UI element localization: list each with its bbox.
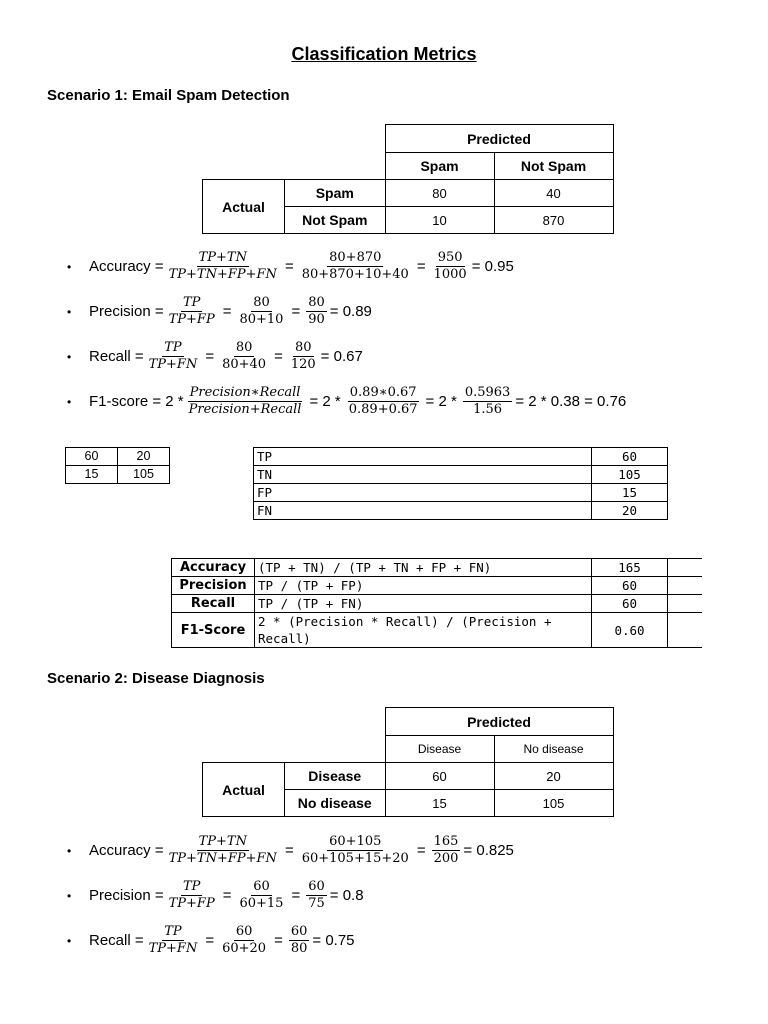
fraction-denominator: 1000 [433, 267, 467, 282]
fraction-numerator: TP+TN [198, 834, 247, 849]
fraction-numerator: 0.89∗0.67 [349, 385, 417, 400]
col-header-spam: Spam [385, 153, 494, 180]
fraction-numerator: 165 [433, 834, 459, 849]
fraction-denominator: TP+TN+FP+FN [168, 267, 277, 282]
empty-cell [668, 577, 703, 595]
table-row [172, 559, 703, 577]
metric-formula: 2 * (Precision * Recall) / (Precision + Recall) [255, 613, 592, 648]
table-row [254, 448, 668, 466]
formula-result: = 0.825 [463, 842, 514, 859]
count-value: 15 [592, 484, 668, 502]
fraction-denominator: Precision+Recall [188, 402, 302, 417]
cell-r1c1: 80 [385, 180, 494, 207]
col-header-no-disease: No disease [494, 736, 613, 763]
fraction-numerator: 80+870 [329, 250, 382, 265]
fraction-denominator: 60+20 [222, 941, 267, 956]
fraction-numerator: 60 [235, 924, 253, 939]
formula-result: = 0.89 [329, 303, 372, 320]
cell-r2c1: 10 [385, 207, 494, 234]
equals-sign: = [274, 932, 283, 949]
counts-table [253, 447, 668, 520]
empty-cell [668, 559, 703, 577]
grid-cell: 105 [118, 466, 170, 484]
count-value: 20 [592, 502, 668, 520]
scenario2-confusion-matrix [202, 707, 614, 817]
formula-label: Precision = [89, 303, 164, 320]
fraction-denominator: 60+105+15+20 [301, 851, 409, 866]
table-row [172, 595, 703, 613]
fraction-numerator: TP+TN [198, 250, 247, 265]
table-row [254, 466, 668, 484]
bullet: • [67, 304, 72, 319]
fraction-denominator: TP+FN [148, 357, 198, 372]
count-label: TN [254, 466, 592, 484]
grid-cell: 20 [118, 448, 170, 466]
fraction-numerator: 60+105 [329, 834, 382, 849]
fraction-numerator: 80 [308, 295, 325, 310]
equals-sign: = [416, 258, 426, 275]
col-header-disease: Disease [385, 736, 494, 763]
table-row [172, 577, 703, 595]
formula-result: = 2 * 0.38 = 0.76 [515, 393, 627, 410]
actual-header: Actual [203, 180, 285, 234]
bullet: • [67, 933, 72, 948]
equals-sign: = [205, 348, 215, 365]
metric-value: 60 [592, 577, 668, 595]
row-header-spam: Spam [285, 180, 386, 207]
small-values-grid [65, 447, 170, 484]
fraction-numerator: 80 [235, 340, 253, 355]
scenario1-heading: Scenario 1: Email Spam Detection [47, 87, 290, 104]
metric-label: Accuracy [172, 559, 255, 577]
fraction-numerator: 0.5963 [464, 385, 511, 400]
s1-f1-formula [67, 385, 626, 418]
fraction-numerator: 60 [253, 879, 270, 894]
metric-label: F1-Score [172, 613, 255, 648]
fraction-numerator: Precision∗Recall [189, 385, 301, 400]
formula-result: = 0.95 [471, 258, 514, 275]
row-header-disease: Disease [285, 763, 386, 790]
metric-formula: TP / (TP + FN) [255, 595, 592, 613]
s1-accuracy-formula [67, 250, 514, 283]
count-value: 60 [592, 448, 668, 466]
metric-formula: TP / (TP + FP) [255, 577, 592, 595]
bullet: • [67, 349, 72, 364]
fraction-denominator: 75 [308, 896, 325, 911]
col-header-not-spam: Not Spam [494, 153, 613, 180]
fraction-numerator: TP [182, 879, 201, 894]
cell-r1c2: 20 [494, 763, 613, 790]
equals-sign: = [416, 842, 426, 859]
fraction-denominator: 200 [433, 851, 459, 866]
s2-accuracy-formula [67, 834, 514, 867]
count-label: FP [254, 484, 592, 502]
formula-label: Recall = [89, 348, 144, 365]
fraction-denominator: TP+FN [148, 941, 198, 956]
equals-sign: = [205, 932, 215, 949]
fraction-numerator: 80 [294, 340, 312, 355]
equals-sign: = [222, 887, 232, 904]
metric-value: 60 [592, 595, 668, 613]
formula-result: = 0.67 [320, 348, 363, 365]
equals-sign: = [291, 303, 301, 320]
scenario2-heading: Scenario 2: Disease Diagnosis [47, 670, 265, 687]
bullet: • [67, 888, 72, 903]
fraction-numerator: TP [164, 340, 182, 355]
fraction-denominator: 80+870+10+40 [301, 267, 409, 282]
s1-recall-formula [67, 340, 363, 373]
metric-formula: (TP + TN) / (TP + TN + FP + FN) [255, 559, 592, 577]
formula-operator: = 2 * [309, 393, 341, 410]
formula-label: Accuracy = [89, 842, 164, 859]
metric-value: 0.60 [592, 613, 668, 648]
table-row [254, 502, 668, 520]
fraction-denominator: 80+40 [222, 357, 267, 372]
equals-sign: = [284, 258, 294, 275]
formula-result: = 0.8 [329, 887, 364, 904]
count-label: TP [254, 448, 592, 466]
fraction-numerator: 60 [290, 924, 308, 939]
fraction-denominator: TP+FP [168, 312, 215, 327]
fraction-denominator: 90 [308, 312, 325, 327]
grid-cell: 60 [66, 448, 118, 466]
fraction-denominator: 60+15 [239, 896, 284, 911]
fraction-denominator: TP+FP [168, 896, 215, 911]
formula-label: Recall = [89, 932, 144, 949]
fraction-numerator: TP [164, 924, 182, 939]
formula-label: F1-score = 2 * [89, 393, 184, 410]
empty-cell [668, 613, 703, 648]
metrics-table [171, 558, 702, 648]
fraction-denominator: 80+10 [239, 312, 284, 327]
equals-sign: = [284, 842, 294, 859]
bullet: • [67, 394, 72, 409]
row-header-no-disease: No disease [285, 790, 386, 817]
fraction-denominator: 0.89+0.67 [348, 402, 418, 417]
table-row [254, 484, 668, 502]
cell-r1c1: 60 [385, 763, 494, 790]
s2-recall-formula [67, 924, 355, 957]
row-header-not-spam: Not Spam [285, 207, 386, 234]
cell-r1c2: 40 [494, 180, 613, 207]
fraction-denominator: 1.56 [473, 402, 503, 417]
metric-label: Precision [172, 577, 255, 595]
predicted-header: Predicted [385, 708, 613, 736]
formula-operator: = 2 * [425, 393, 457, 410]
equals-sign: = [274, 348, 283, 365]
s2-precision-formula [67, 879, 364, 912]
empty-cell [668, 595, 703, 613]
fraction-numerator: 60 [308, 879, 325, 894]
metric-label: Recall [172, 595, 255, 613]
scenario1-confusion-matrix [202, 124, 614, 234]
equals-sign: = [291, 887, 301, 904]
fraction-denominator: TP+TN+FP+FN [168, 851, 277, 866]
formula-label: Accuracy = [89, 258, 164, 275]
grid-cell: 15 [66, 466, 118, 484]
equals-sign: = [222, 303, 232, 320]
actual-header: Actual [203, 763, 285, 817]
fraction-numerator: 80 [253, 295, 270, 310]
predicted-header: Predicted [385, 125, 613, 153]
bullet: • [67, 843, 72, 858]
bullet: • [67, 259, 72, 274]
fraction-numerator: 950 [437, 250, 463, 265]
fraction-numerator: TP [182, 295, 201, 310]
fraction-denominator: 80 [290, 941, 308, 956]
formula-result: = 0.75 [312, 932, 355, 949]
count-value: 105 [592, 466, 668, 484]
cell-r2c2: 105 [494, 790, 613, 817]
count-label: FN [254, 502, 592, 520]
cell-r2c1: 15 [385, 790, 494, 817]
s1-precision-formula [67, 295, 372, 328]
page-title: Classification Metrics [291, 44, 477, 64]
cell-r2c2: 870 [494, 207, 613, 234]
formula-label: Precision = [89, 887, 164, 904]
table-row [172, 613, 703, 648]
fraction-denominator: 120 [290, 357, 316, 372]
metric-value: 165 [592, 559, 668, 577]
